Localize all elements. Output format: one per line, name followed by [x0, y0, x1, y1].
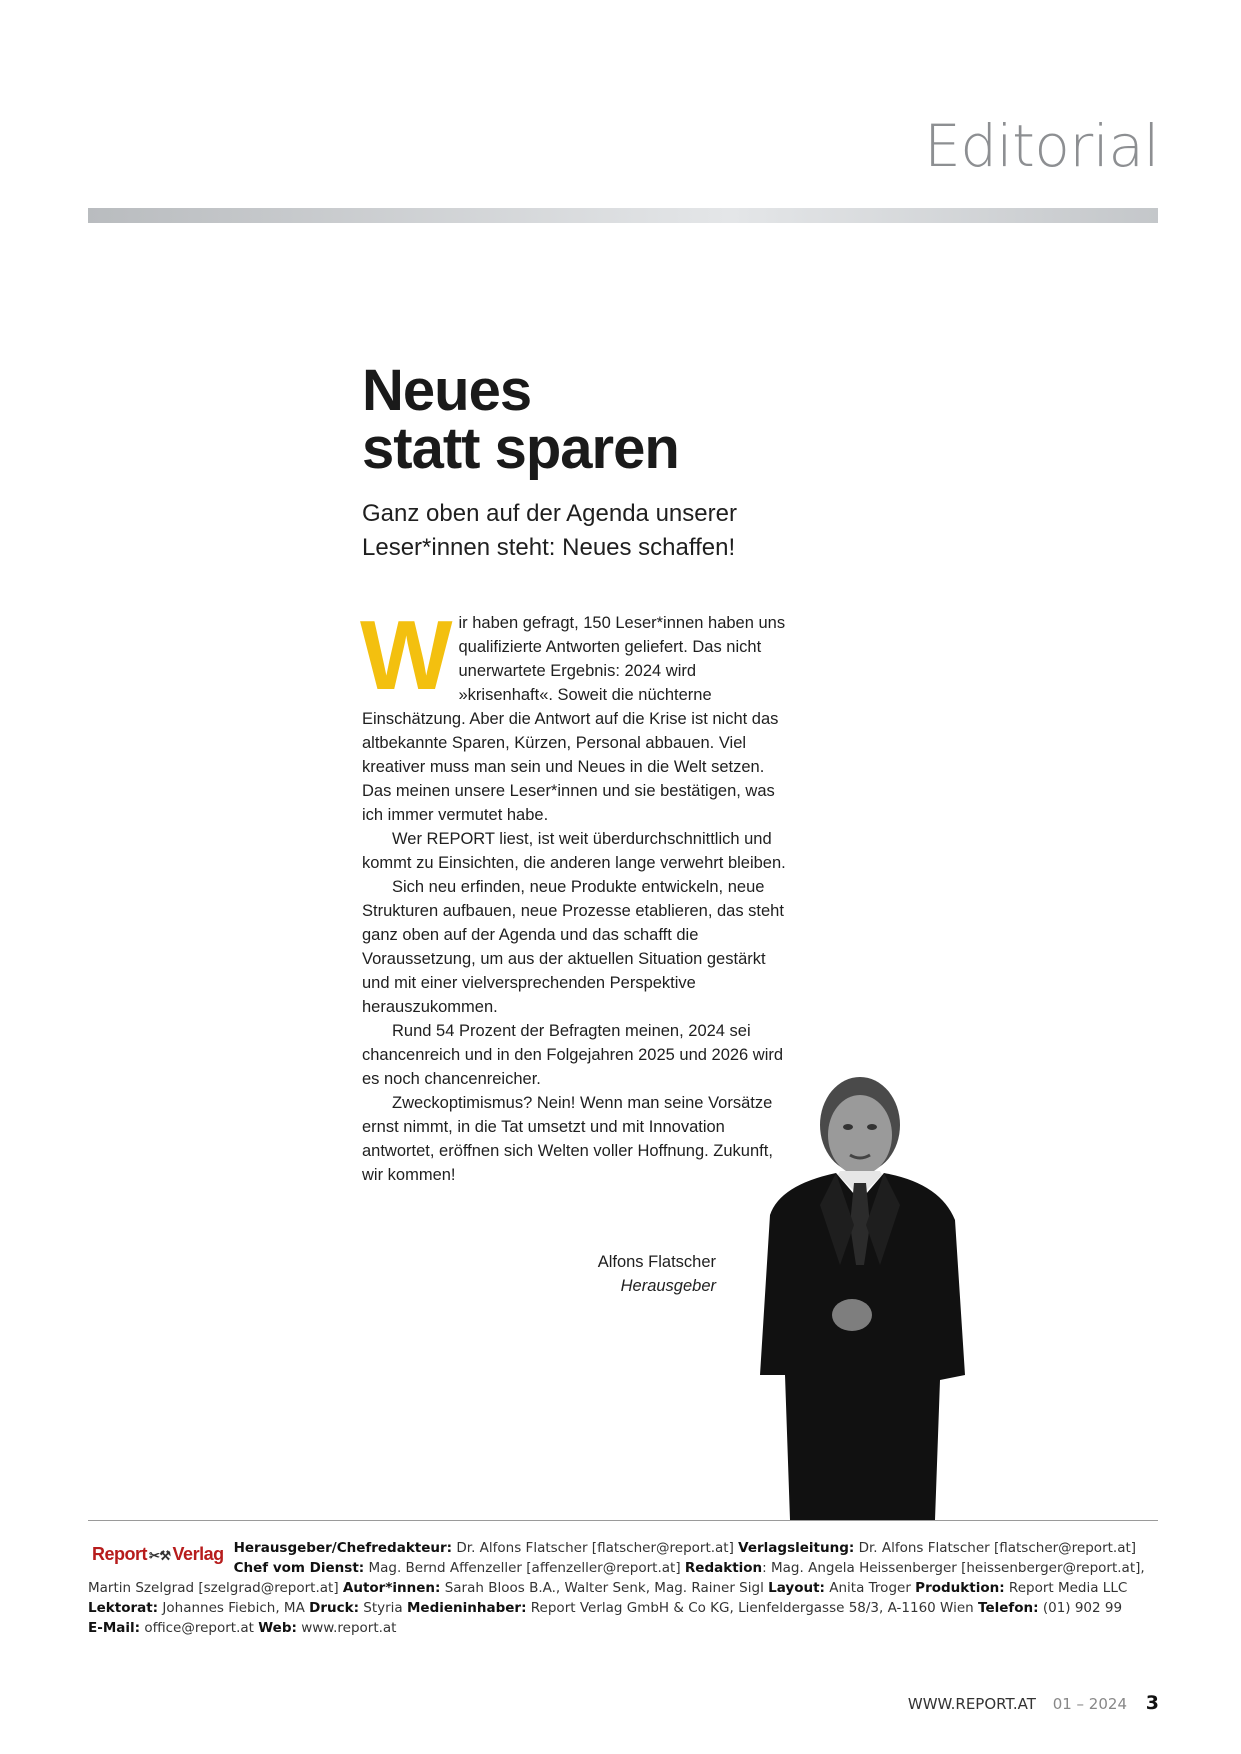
article-standfirst	[362, 497, 882, 565]
paragraph-5: Zweckoptimismus? Nein! Wenn man seine Vorsätze ernst nimmt, in die Tat umsetzt und mit Innovation antwortet, eröffnen sich Welten voller Hoffnung. Zukunft, wir kommen!	[362, 1094, 773, 1184]
page-footer	[908, 1692, 1159, 1714]
imprint-item: Herausgeber/Chefredakteur: Dr. Alfons Flatscher [flatscher@report.at]	[233, 1540, 734, 1556]
imprint-item: Web: www.report.at	[258, 1620, 397, 1636]
author-role: Herausgeber	[620, 1277, 716, 1295]
logo-mark-icon: ✂⚒	[149, 1548, 171, 1563]
logo-text-right: Verlag	[172, 1544, 224, 1564]
author-signature	[560, 1250, 716, 1298]
imprint-item: Chef vom Dienst: Mag. Bernd Affenzeller [affenzeller@report.at]	[233, 1560, 681, 1576]
logo-text-left: Report	[92, 1544, 147, 1564]
article-body	[360, 600, 795, 1187]
drop-cap: W	[360, 600, 453, 710]
headline-line-1: Neues	[362, 358, 532, 423]
standfirst-line-2: Leser*innen steht: Neues schaffen!	[362, 534, 736, 561]
imprint-item: Lektorat: Johannes Fiebich, MA	[88, 1600, 305, 1616]
paragraph-1-text: ir haben gefragt, 150 Leser*innen haben uns qualifizierte Antworten geliefert. Das nicht unerwartete Ergebnis: 2024 wird »krisenhaft«. Soweit die nüchterne Einschätzung. Aber die Antwort auf die Krise ist nicht das altbekannte Sparen, Kürzen, Personal abbauen. Viel kreativer muss man sein und Neues in die Welt setzen. Das meinen unsere Leser*innen und sie bestätigen, was ich immer vermutet habe.	[362, 614, 786, 824]
section-divider	[88, 208, 1158, 223]
imprint-item: Produktion: Report Media LLC	[915, 1580, 1128, 1596]
imprint-item: Autor*innen: Sarah Bloos B.A., Walter Senk, Mag. Rainer Sigl	[342, 1580, 764, 1596]
page-number: 3	[1145, 1692, 1159, 1714]
article-headline	[362, 358, 882, 481]
section-title: Editorial	[924, 112, 1159, 180]
paragraph-2: Wer REPORT liest, ist weit überdurchschnittlich und kommt zu Einsichten, die anderen lange verwehrt bleiben.	[362, 830, 786, 872]
paragraph-3: Sich neu erfinden, neue Produkte entwickeln, neue Strukturen aufbauen, neue Prozesse etablieren, das steht ganz oben auf der Agenda und das schafft die Voraussetzung, um aus der aktuellen Situation gestärkt und mit einer vielversprechenden Perspektive herauszukommen.	[362, 878, 784, 1016]
footer-issue: 01 – 2024	[1052, 1695, 1127, 1713]
paragraph-4: Rund 54 Prozent der Befragten meinen, 2024 sei chancenreich und in den Folgejahren 2025 und 2026 wird es noch chancenreicher.	[362, 1022, 784, 1088]
imprint-item: Medieninhaber: Report Verlag GmbH & Co KG, Lienfeldergasse 58/3, A-1160 Wien	[407, 1600, 974, 1616]
imprint-item: Telefon: (01) 902 99	[978, 1600, 1123, 1616]
imprint-item: Redaktion: Mag. Angela Heissenberger [heissenberger@report.at], Martin Szelgrad [szelgrad@report.at]	[88, 1560, 1145, 1596]
imprint-item: Druck: Styria	[309, 1600, 403, 1616]
footer-divider	[88, 1520, 1158, 1521]
imprint-item: E-Mail: office@report.at	[88, 1620, 254, 1636]
paragraph-1	[360, 600, 795, 827]
standfirst-line-1: Ganz oben auf der Agenda unserer	[362, 500, 737, 527]
imprint-item: Verlagsleitung: Dr. Alfons Flatscher [flatscher@report.at]	[738, 1540, 1137, 1556]
report-verlag-logo	[92, 1544, 224, 1568]
imprint-item: Layout: Anita Troger	[768, 1580, 911, 1596]
footer-site-url: WWW.REPORT.AT	[907, 1695, 1036, 1713]
headline-line-2: statt sparen	[362, 416, 679, 481]
author-name: Alfons Flatscher	[597, 1253, 716, 1271]
imprint	[88, 1538, 1158, 1638]
author-portrait	[740, 1075, 1020, 1520]
